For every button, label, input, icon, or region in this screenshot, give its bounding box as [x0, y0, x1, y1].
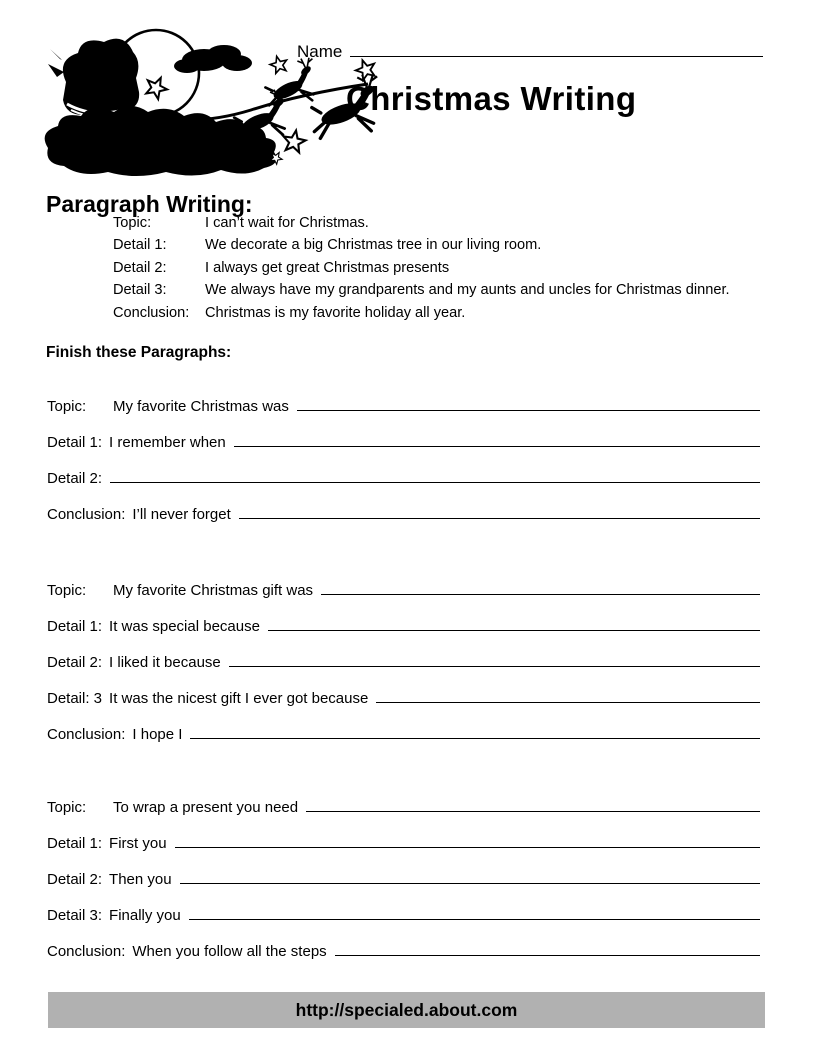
- answer-blank[interactable]: [376, 690, 760, 703]
- row-prompt: I liked it because: [109, 654, 221, 671]
- row-label: Detail: 3: [47, 690, 103, 707]
- answer-blank[interactable]: [297, 398, 760, 411]
- example-row: [113, 279, 773, 301]
- example-label: Detail 3:: [113, 282, 167, 299]
- row-label: Detail 2:: [47, 470, 103, 487]
- example-text: We always have my grandparents and my aunts and uncles for Christmas dinner.: [205, 282, 730, 299]
- example-row: [113, 257, 773, 279]
- paragraph-row: [47, 690, 760, 726]
- paragraph-row: [47, 470, 760, 506]
- example-text: Christmas is my favorite holiday all year.: [205, 304, 466, 321]
- example-row: [113, 212, 773, 234]
- footer-url: http://specialed.about.com: [295, 999, 518, 1020]
- finish-paragraphs-heading: Finish these Paragraphs:: [46, 344, 232, 361]
- row-label: Detail 1:: [47, 618, 103, 635]
- row-label: Detail 2:: [47, 871, 103, 888]
- paragraph-row: [47, 799, 760, 835]
- example-paragraph: [113, 212, 773, 324]
- example-label: Detail 1:: [113, 237, 167, 254]
- name-input-line[interactable]: [350, 44, 763, 57]
- paragraph-writing-heading: Paragraph Writing:: [46, 191, 253, 217]
- row-prompt: Then you: [109, 871, 172, 888]
- paragraph-row: [47, 434, 760, 470]
- answer-blank[interactable]: [180, 871, 760, 884]
- row-label: Detail 1:: [47, 835, 103, 852]
- paragraph-row: [47, 907, 760, 943]
- example-row: [113, 234, 773, 256]
- answer-blank[interactable]: [234, 434, 760, 447]
- example-label: Conclusion:: [113, 304, 190, 321]
- row-label: Topic:: [47, 398, 87, 415]
- row-prompt: When you follow all the steps: [132, 943, 327, 960]
- row-prompt: It was special because: [109, 618, 260, 635]
- name-row: [297, 42, 763, 62]
- page-title: Christmas Writing: [346, 80, 637, 117]
- row-prompt: First you: [109, 835, 167, 852]
- answer-blank[interactable]: [268, 618, 760, 631]
- paragraph-block-3: [47, 799, 760, 979]
- star-icon: [281, 129, 307, 154]
- paragraph-row: [47, 618, 760, 654]
- row-prompt: My favorite Christmas was: [113, 398, 289, 415]
- paragraph-row: [47, 654, 760, 690]
- footer-bar: [48, 992, 765, 1028]
- row-label: Topic:: [47, 582, 87, 599]
- example-label: Topic:: [113, 215, 152, 231]
- example-text: I always get great Christmas presents: [205, 259, 450, 276]
- row-prompt: My favorite Christmas gift was: [113, 582, 314, 599]
- row-label: Conclusion:: [47, 726, 126, 743]
- answer-blank[interactable]: [306, 799, 760, 812]
- row-prompt: I remember when: [109, 434, 226, 451]
- row-label: Detail 2:: [47, 654, 103, 671]
- row-label: Detail 1:: [47, 434, 103, 451]
- name-label: Name: [297, 42, 343, 61]
- example-row: [113, 302, 773, 324]
- example-label: Detail 2:: [113, 259, 167, 276]
- row-label: Detail 3:: [47, 907, 103, 924]
- answer-blank[interactable]: [189, 907, 760, 920]
- paragraph-block-2: [47, 582, 760, 762]
- paragraph-row: [47, 582, 760, 618]
- answer-blank[interactable]: [239, 506, 760, 519]
- row-prompt: Finally you: [109, 907, 181, 924]
- answer-blank[interactable]: [175, 835, 760, 848]
- paragraph-row: [47, 943, 760, 979]
- paragraph-row: [47, 398, 760, 434]
- answer-blank[interactable]: [229, 654, 760, 667]
- paragraph-row: [47, 506, 760, 542]
- star-icon: [268, 54, 289, 74]
- row-prompt: I’ll never forget: [132, 506, 231, 523]
- row-label: Conclusion:: [47, 506, 126, 523]
- example-text: I can’t wait for Christmas.: [205, 215, 369, 231]
- answer-blank[interactable]: [321, 582, 760, 595]
- answer-blank[interactable]: [110, 470, 760, 483]
- answer-blank[interactable]: [190, 726, 760, 739]
- paragraph-block-1: [47, 398, 760, 542]
- row-prompt: To wrap a present you need: [113, 799, 299, 816]
- answer-blank[interactable]: [335, 943, 760, 956]
- row-prompt: I hope I: [132, 726, 183, 743]
- row-prompt: It was the nicest gift I ever got because: [109, 690, 369, 707]
- paragraph-row: [47, 871, 760, 907]
- row-label: Topic:: [47, 799, 87, 816]
- paragraph-row: [47, 726, 760, 762]
- paragraph-row: [47, 835, 760, 871]
- row-label: Conclusion:: [47, 943, 126, 960]
- example-text: We decorate a big Christmas tree in our living room.: [205, 237, 542, 254]
